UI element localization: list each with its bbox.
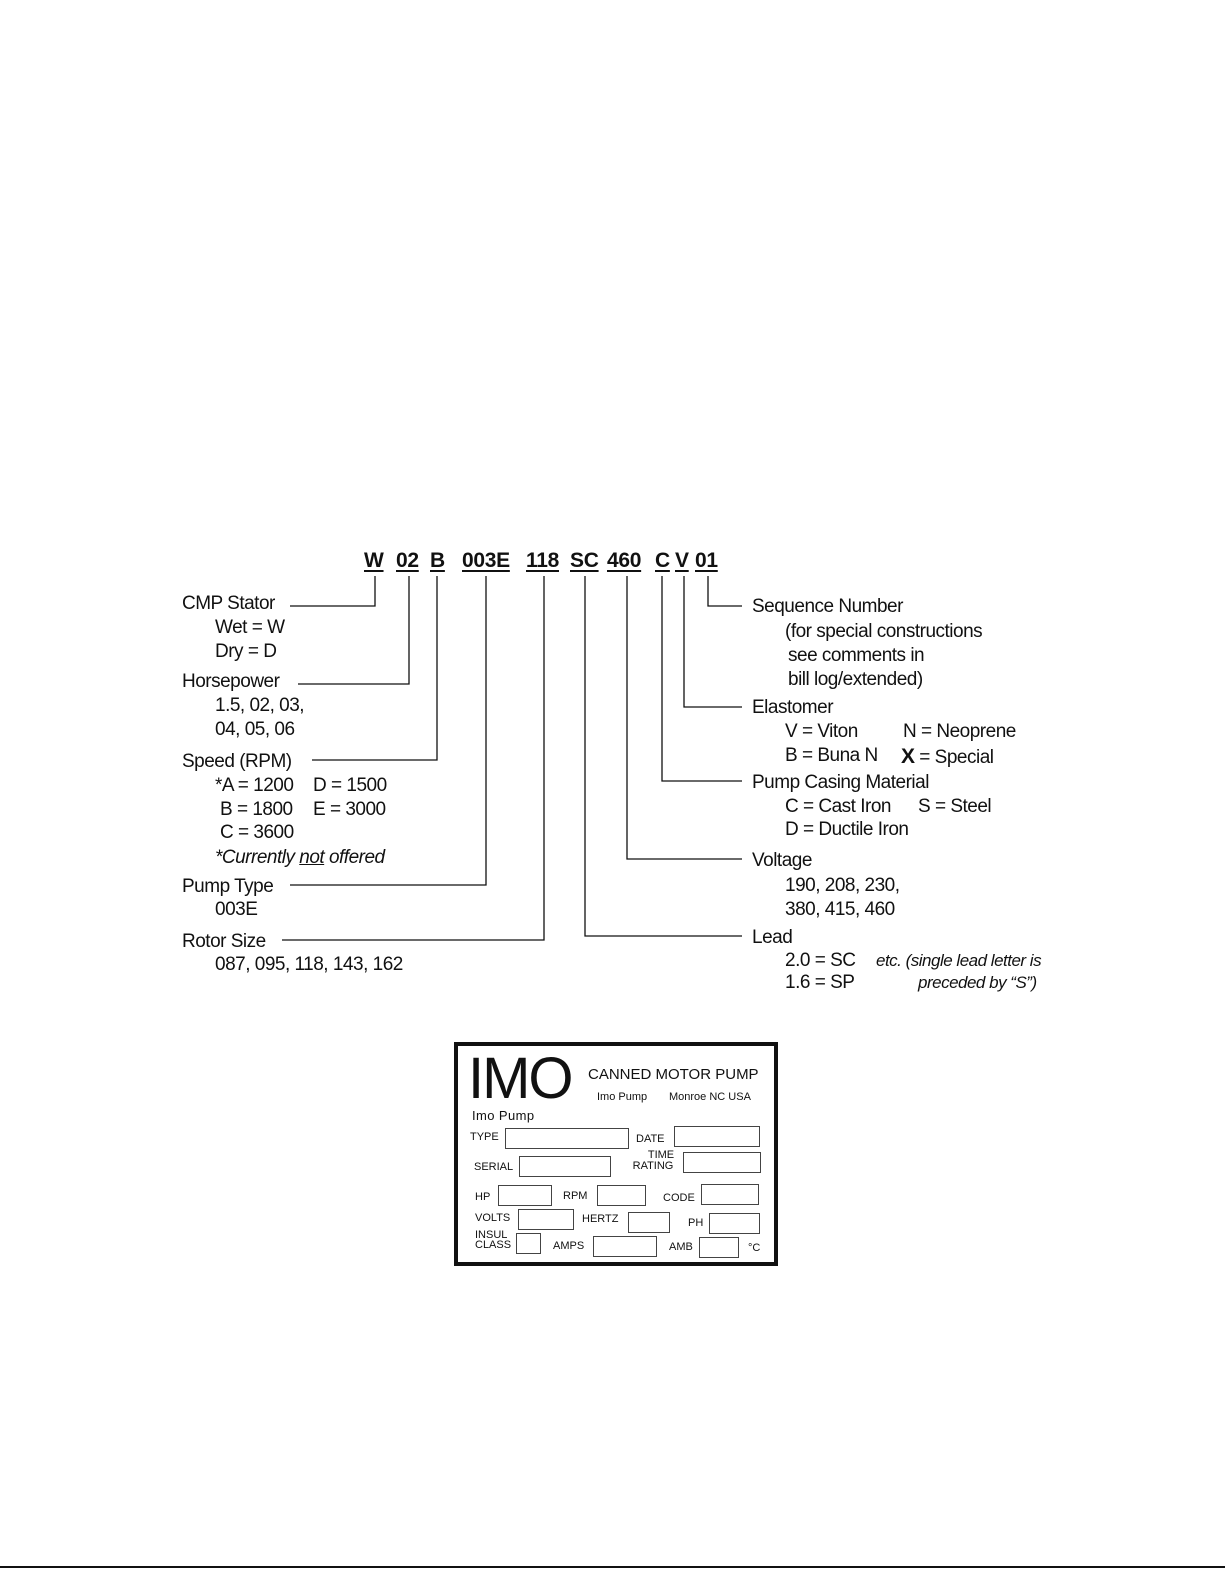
speed-label: Speed (RPM) [182,751,292,772]
hertz-label: HERTZ [582,1213,619,1225]
rpm-label: RPM [563,1190,588,1202]
amps-field [593,1236,657,1257]
code-rotor: 118 [526,549,559,572]
date-field [674,1126,760,1147]
speed-d: D = 1500 [313,775,387,796]
rotor-size-values: 087, 095, 118, 143, 162 [215,954,403,975]
lead-label: Lead [752,927,793,948]
code-pump-type: 003E [462,549,510,572]
insul-label: INSUL [475,1229,508,1241]
casing-s: S = Steel [918,796,992,817]
code-stator: W [364,549,384,572]
code-horsepower: 02 [396,549,419,572]
celsius-label: °C [748,1242,761,1254]
speed-a: *A = 1200 [215,775,294,796]
speed-c: C = 3600 [220,822,294,843]
stator-wet: Wet = W [215,617,285,638]
horsepower-label: Horsepower [182,671,280,692]
code-label: CODE [663,1192,695,1204]
leader-lead [585,576,742,936]
lead-sp: 1.6 = SP [785,972,855,993]
leader-casing [662,576,742,781]
insul-class-field [516,1233,541,1254]
serial-label: SERIAL [474,1161,514,1173]
class-label: CLASS [475,1239,512,1251]
nameplate-brand: Imo Pump [472,1108,535,1123]
amb-label: AMB [669,1241,693,1253]
elastomer-x [901,745,994,769]
leader-horsepower [298,576,409,684]
imo-logo: IMO [468,1046,572,1111]
rating-label: RATING [632,1160,674,1172]
elastomer-label: Elastomer [752,697,834,718]
leader-stator [290,576,375,606]
casing-d: D = Ductile Iron [785,819,909,840]
leader-sequence [708,576,742,606]
nameplate-sub-company: Imo Pump [597,1091,648,1103]
lead-note-2: preceded by “S”) [918,973,1037,992]
time-label: TIME [647,1149,675,1161]
horsepower-line1: 1.5, 02, 03, [215,695,305,716]
voltage-label: Voltage [752,850,812,871]
type-field [505,1128,629,1149]
volts-label: VOLTS [475,1212,511,1224]
ph-label: PH [688,1217,704,1229]
code-casing: C [655,549,670,572]
speed-e: E = 3000 [313,799,386,820]
rpm-field [597,1185,646,1206]
stator-label: CMP Stator [182,593,275,614]
nameplate-sub-location: Monroe NC USA [669,1091,751,1103]
sequence-line2: see comments in [788,645,925,666]
speed-note [215,847,385,869]
leader-elastomer [684,576,742,707]
pump-type-value: 003E [215,899,258,920]
code-elastomer: V [675,549,689,572]
serial-field [519,1156,611,1177]
sequence-line3: bill log/extended) [788,669,923,690]
leader-pump-type [290,576,486,885]
elastomer-x-letter: X [901,745,915,768]
nameplate [454,1042,778,1266]
elastomer-v: V = Viton [785,721,858,742]
code-voltage: 460 [607,549,642,572]
elastomer-n: N = Neoprene [903,721,1016,742]
speed-note-not: not [299,847,325,868]
sequence-line1: (for special constructions [785,621,983,642]
stator-dry: Dry = D [215,641,277,662]
code-field [701,1184,759,1205]
hertz-field [628,1212,670,1233]
date-label: DATE [636,1133,665,1145]
voltage-line1: 190, 208, 230, [785,875,900,896]
hp-label: HP [475,1191,491,1203]
speed-note-pre: *Currently [215,847,300,868]
rotor-size-label: Rotor Size [182,931,266,952]
code-lead: SC [570,549,599,572]
elastomer-x-rest: = Special [919,747,994,768]
speed-b: B = 1800 [220,799,293,820]
casing-label: Pump Casing Material [752,772,929,793]
speed-note-post: offered [324,847,385,868]
lead-note-1: etc. (single lead letter is [876,951,1042,970]
code-speed: B [430,549,445,572]
elastomer-b: B = Buna N [785,745,878,766]
horsepower-line2: 04, 05, 06 [215,719,295,740]
amps-label: AMPS [553,1240,585,1252]
sequence-label: Sequence Number [752,596,903,617]
voltage-line2: 380, 415, 460 [785,899,895,920]
time-rating-field [683,1152,761,1173]
pump-type-label: Pump Type [182,876,274,897]
amb-field [699,1237,739,1258]
ph-field [709,1213,760,1234]
nameplate-title: CANNED MOTOR PUMP [588,1066,759,1083]
casing-c: C = Cast Iron [785,796,891,817]
code-sequence: 01 [695,549,718,572]
page-bottom-rule [0,1566,1225,1568]
type-label: TYPE [470,1131,499,1143]
hp-field [498,1185,552,1206]
lead-sc: 2.0 = SC [785,950,856,971]
volts-field [518,1209,574,1230]
